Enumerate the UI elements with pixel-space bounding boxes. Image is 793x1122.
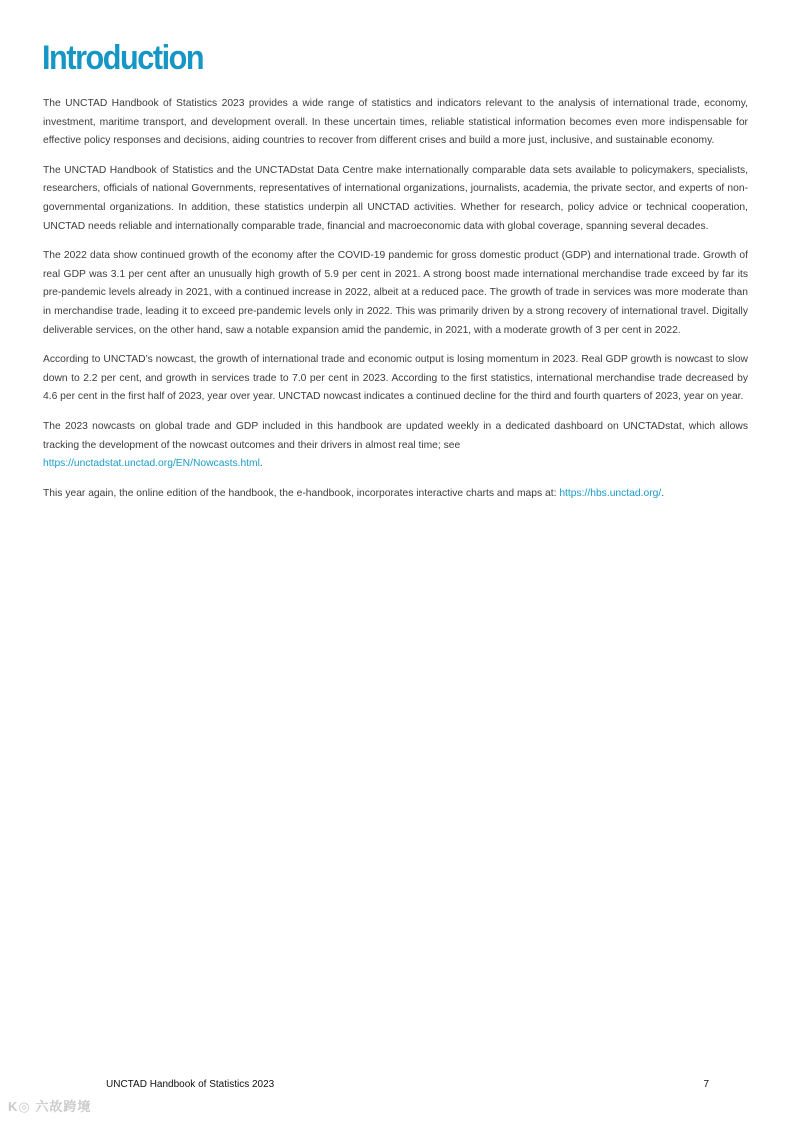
paragraph-dashboard-text: The 2023 nowcasts on global trade and GDP included in this handbook are updated weekly in a dedicated dashboard on UNCTADstat, which allows tracking the development of the nowcast outcomes and their drivers in almost real time; see [43,420,748,451]
paragraph-dashboard [43,418,748,474]
paragraph-e-handbook [43,485,748,504]
paragraph-dashboard-end: . [259,458,263,470]
nowcasts-link[interactable]: https://unctadstat.unctad.org/EN/Nowcasts.html [43,458,260,470]
page-title: Introduction [42,39,204,77]
paragraph-nowcast: According to UNCTAD’s nowcast, the growth of international trade and economic output is losing momentum in 2023. Real GDP growth is nowcast to slow down to 2.2 per cent, and growth in services trade to 7.0 per cent in 2023. According to the first statistics, international merchandise trade decreased by 4.6 per cent in the first half of 2023, year over year. UNCTAD nowcast indicates a continued decline for the third and fourth quarters of 2023, year on year. [43,354,748,403]
hbs-link[interactable]: https://hbs.unctad.org/ [559,487,662,499]
paragraph-2022-data: The 2022 data show continued growth of the economy after the COVID-19 pandemic for gross domestic product (GDP) and international trade. Growth of real GDP was 3.1 per cent after an unusually high growth of 5.9 per cent in 2021. A strong boost made international merchandise trade exceed by far its pre-pandemic levels already in 2021, with a continued increase in 2022, albeit at a reduced pace. The growth of trade in services was more moderate than in merchandise trade, leading it to exceed pre-pandemic levels only in 2022. This was primarily driven by a strong recovery of international travel. Digitally deliverable services, on the other hand, saw a notable expansion amid the pandemic, in 2021, with a moderate growth of 3 per cent in 2022. [43,250,748,336]
page-number: 7 [703,1079,709,1090]
paragraph-intro: The UNCTAD Handbook of Statistics 2023 provides a wide range of statistics and indicators relevant to the analysis of international trade, economy, investment, maritime transport, and development overall. In these uncertain times, reliable statistical information becomes even more indispensable for effective policy responses and decisions, aiding countries to recover from different crises and build a more just, inclusive, and sustainable economy. [43,98,748,147]
paragraph-e-handbook-end: . [661,487,665,499]
footer-title: UNCTAD Handbook of Statistics 2023 [106,1079,275,1090]
body-text [43,95,748,514]
paragraph-data-centre: The UNCTAD Handbook of Statistics and the UNCTADstat Data Centre make internationally comparable data sets available to policymakers, specialists, researchers, officials of national Governments, representatives of international organizations, journalists, academia, the private sector, and experts of non-governmental organizations. In addition, these statistics underpin all UNCTAD activities. Whether for research, policy advice or technical cooperation, UNCTAD needs reliable and internationally comparable trade, financial and macroeconomic data with global coverage, spanning several decades. [43,164,748,232]
watermark-logo: K◎ 六故跨境 [8,1099,92,1114]
paragraph-e-handbook-text: This year again, the online edition of the handbook, the e-handbook, incorporates interactive charts and maps at: [43,487,557,499]
